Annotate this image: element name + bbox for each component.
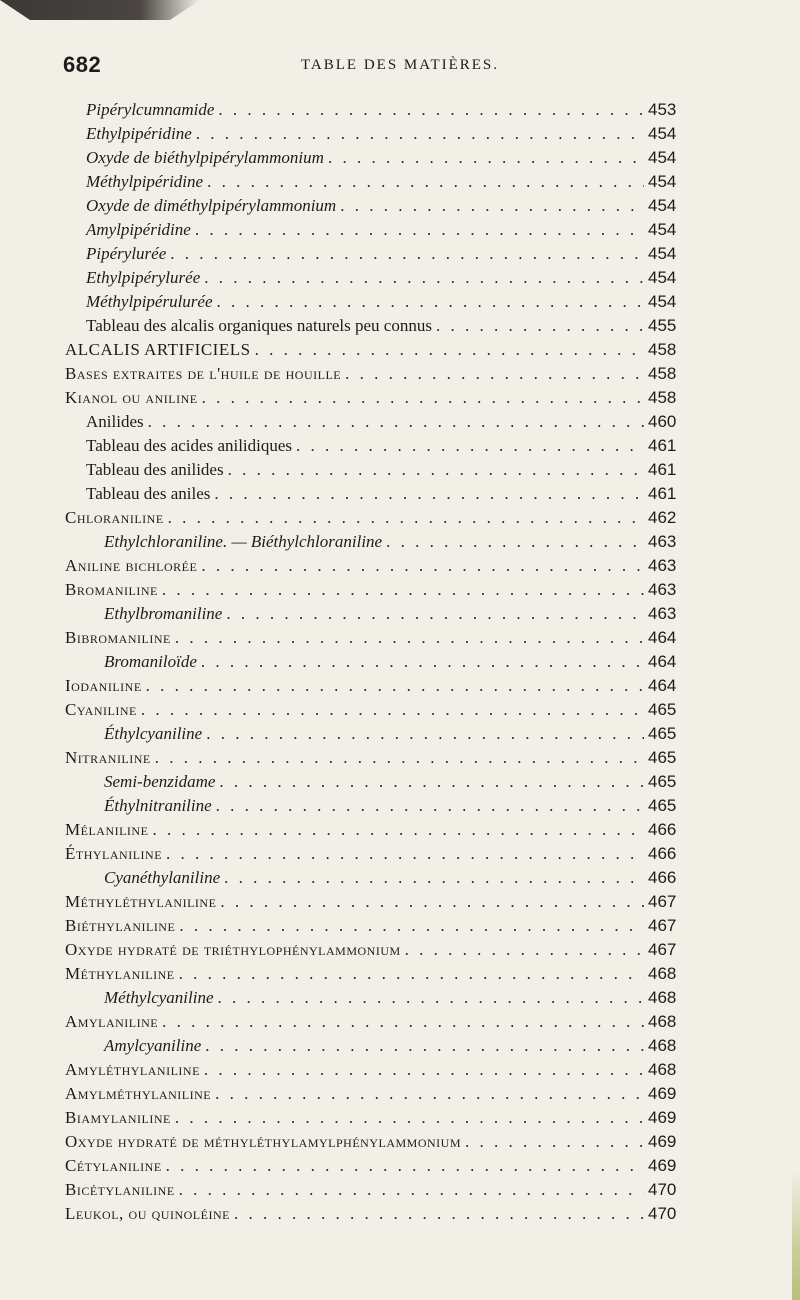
- running-title: TABLE DES MATIÈRES.: [300, 57, 500, 73]
- dot-leader: [201, 650, 644, 674]
- toc-entry-title: Aniline bichlorée: [65, 556, 198, 575]
- toc-entry-title: Bibromaniline: [65, 628, 171, 647]
- dot-leader: [217, 290, 644, 314]
- toc-entry-page: 463: [648, 604, 677, 623]
- toc-entry-page: 460: [648, 412, 677, 431]
- toc-entry-page: 469: [648, 1132, 677, 1151]
- toc-entry-title: Ethylpipéridine: [86, 124, 192, 143]
- toc-entry-page: 465: [648, 748, 677, 767]
- dot-leader: [234, 1202, 644, 1226]
- toc-entry: [0, 338, 800, 362]
- toc-entry-title: Ethylbromaniline: [104, 604, 223, 623]
- toc-entry: [0, 890, 800, 914]
- page-number: 682: [63, 52, 102, 77]
- dot-leader: [405, 938, 644, 962]
- toc-entry-title: Tableau des alcalis organiques naturels peu connus: [86, 316, 432, 335]
- toc-entry-title: Tableau des aniles: [86, 484, 211, 503]
- toc-entry: [0, 818, 800, 842]
- toc-entry-page: 454: [648, 196, 677, 215]
- toc-entry-title: Oxyde hydraté de triéthylophénylammonium: [65, 940, 401, 959]
- toc-entry-title: Kianol ou aniline: [65, 388, 198, 407]
- dot-leader: [214, 482, 644, 506]
- toc-entry-page: 462: [648, 508, 677, 527]
- toc-entry: [0, 986, 800, 1010]
- dot-leader: [215, 1082, 644, 1106]
- dot-leader: [152, 818, 644, 842]
- toc-entry-title: Bases extraites de l'huile de houille: [65, 364, 342, 383]
- page-header: [0, 52, 800, 82]
- toc-entry-title: Bromaniline: [65, 580, 158, 599]
- toc-entry-title: Amylcyaniline: [104, 1036, 202, 1055]
- dot-leader: [168, 506, 644, 530]
- toc-entry: [0, 578, 800, 602]
- dot-leader: [179, 962, 644, 986]
- toc-entry-page: 465: [648, 700, 677, 719]
- dot-leader: [170, 242, 644, 266]
- dot-leader: [386, 530, 644, 554]
- toc-entry: [0, 362, 800, 386]
- toc-entry-title: Nitraniline: [65, 748, 151, 767]
- dot-leader: [345, 362, 644, 386]
- toc-entry-page: 469: [648, 1156, 677, 1175]
- toc-entry: [0, 842, 800, 866]
- toc-entry: [0, 1034, 800, 1058]
- toc-entry-title: Cyanéthylaniline: [104, 868, 221, 887]
- toc-entry-title: Pipérylcumnamide: [86, 100, 215, 119]
- dot-leader: [255, 338, 644, 362]
- toc-entry-title: Cétylaniline: [65, 1156, 162, 1175]
- toc-entry-page: 465: [648, 772, 677, 791]
- dot-leader: [175, 626, 644, 650]
- dot-leader: [204, 1058, 644, 1082]
- dot-leader: [148, 410, 644, 434]
- dot-leader: [218, 98, 644, 122]
- dot-leader: [166, 1154, 644, 1178]
- toc-entry-page: 466: [648, 844, 677, 863]
- toc-entry: [0, 746, 800, 770]
- toc-entry-page: 454: [648, 220, 677, 239]
- dot-leader: [436, 314, 644, 338]
- toc-entry-page: 454: [648, 148, 677, 167]
- dot-leader: [340, 194, 644, 218]
- toc-entry-page: 461: [648, 460, 677, 479]
- toc-entry: [0, 602, 800, 626]
- toc-entry: [0, 1058, 800, 1082]
- dot-leader: [202, 386, 644, 410]
- toc-entry-title: Anilides: [86, 412, 144, 431]
- toc-entry-title: Éthylnitraniline: [104, 796, 212, 815]
- toc-entry-page: 458: [648, 388, 677, 407]
- toc-entry: [0, 1106, 800, 1130]
- dot-leader: [218, 986, 644, 1010]
- toc-entry-title: Biamylaniline: [65, 1108, 171, 1127]
- dot-leader: [220, 890, 644, 914]
- toc-entry: [0, 146, 800, 170]
- toc-entry-page: 455: [648, 316, 677, 335]
- dot-leader: [196, 122, 644, 146]
- toc-entry-title: Tableau des anilides: [86, 460, 224, 479]
- toc-entry-page: 463: [648, 556, 677, 575]
- toc-entry-title: Méthylpipérulurée: [86, 292, 213, 311]
- toc-entry-page: 461: [648, 484, 677, 503]
- dot-leader: [179, 1178, 644, 1202]
- dot-leader: [224, 866, 644, 890]
- dot-leader: [155, 746, 644, 770]
- toc-entry: [0, 170, 800, 194]
- toc-entry: [0, 242, 800, 266]
- toc-entry: [0, 866, 800, 890]
- toc-entry-page: 453: [648, 100, 677, 119]
- toc-entry-page: 465: [648, 724, 677, 743]
- toc-entry-page: 467: [648, 916, 677, 935]
- toc-entry: [0, 1202, 800, 1226]
- dot-leader: [201, 554, 644, 578]
- toc-entry-page: 466: [648, 868, 677, 887]
- dot-leader: [141, 698, 644, 722]
- toc-entry-title: Méthylaniline: [65, 964, 175, 983]
- toc-entry: [0, 482, 800, 506]
- dot-leader: [296, 434, 644, 458]
- toc-entry-title: Amylpipéridine: [86, 220, 191, 239]
- toc-entry-title: Biéthylaniline: [65, 916, 176, 935]
- dot-leader: [465, 1130, 644, 1154]
- toc-entry-page: 469: [648, 1084, 677, 1103]
- toc-entry-title: Ethylpipérylurée: [86, 268, 201, 287]
- toc-entry-page: 468: [648, 1036, 677, 1055]
- toc-entry: [0, 98, 800, 122]
- toc-entry: [0, 122, 800, 146]
- toc-entry: [0, 1154, 800, 1178]
- page-corner-shadow: [0, 0, 200, 20]
- toc-entry-page: 468: [648, 988, 677, 1007]
- toc-entry-page: 454: [648, 124, 677, 143]
- dot-leader: [207, 170, 644, 194]
- toc-entry: [0, 770, 800, 794]
- toc-entry-title: Cyaniline: [65, 700, 137, 719]
- toc-entry-title: Éthylaniline: [65, 844, 163, 863]
- toc-entry-page: 458: [648, 340, 677, 359]
- dot-leader: [226, 602, 644, 626]
- toc-entry: [0, 1010, 800, 1034]
- toc-entry-page: 468: [648, 1060, 677, 1079]
- toc-entry-page: 454: [648, 268, 677, 287]
- toc-entry: [0, 194, 800, 218]
- toc-entry-title: Amylméthylaniline: [65, 1084, 212, 1103]
- dot-leader: [219, 770, 644, 794]
- toc-entry-page: 454: [648, 172, 677, 191]
- toc-entry: [0, 530, 800, 554]
- toc-entry: [0, 794, 800, 818]
- toc-entry: [0, 1178, 800, 1202]
- toc-entry-title: Méthylcyaniline: [104, 988, 214, 1007]
- toc-entry-title: Amyléthylaniline: [65, 1060, 200, 1079]
- dot-leader: [166, 842, 644, 866]
- toc-entry-page: 470: [648, 1180, 677, 1199]
- toc-entry: [0, 386, 800, 410]
- toc-entry: [0, 290, 800, 314]
- dot-leader: [228, 458, 644, 482]
- toc-entry-title: Éthylcyaniline: [104, 724, 203, 743]
- toc-entry-page: 461: [648, 436, 677, 455]
- toc-entry-page: 468: [648, 964, 677, 983]
- toc-entry-title: Méthyléthylaniline: [65, 892, 217, 911]
- toc-entry-page: 463: [648, 580, 677, 599]
- dot-leader: [179, 914, 644, 938]
- dot-leader: [205, 1034, 644, 1058]
- toc-entry: [0, 962, 800, 986]
- toc-entry-page: 465: [648, 796, 677, 815]
- toc-entry-title: Oxyde hydraté de méthyléthylamylphénylammonium: [65, 1132, 461, 1151]
- toc-entry: [0, 458, 800, 482]
- toc-entry-title: Semi-benzidame: [104, 772, 216, 791]
- toc-entry: [0, 218, 800, 242]
- toc-entry-title: Pipérylurée: [86, 244, 167, 263]
- toc-entry-page: 468: [648, 1012, 677, 1031]
- toc-entry: [0, 722, 800, 746]
- toc-entry-page: 454: [648, 244, 677, 263]
- toc-entry-page: 469: [648, 1108, 677, 1127]
- toc-entry: [0, 674, 800, 698]
- toc-entry-title: Bromaniloïde: [104, 652, 197, 671]
- dot-leader: [216, 794, 644, 818]
- toc-entry-page: 470: [648, 1204, 677, 1223]
- toc-entry-title: Oxyde de biéthylpipérylammonium: [86, 148, 324, 167]
- toc-entry-page: 463: [648, 532, 677, 551]
- toc-entry: [0, 1082, 800, 1106]
- toc-entry-title: ALCALIS ARTIFICIELS: [65, 340, 251, 359]
- dot-leader: [328, 146, 644, 170]
- dot-leader: [146, 674, 644, 698]
- toc-entry-page: 458: [648, 364, 677, 383]
- toc-entry-page: 467: [648, 940, 677, 959]
- toc-entry: [0, 434, 800, 458]
- toc-entry: [0, 554, 800, 578]
- toc-entry-page: 466: [648, 820, 677, 839]
- toc-entry-title: Ethylchloraniline. — Biéthylchloraniline: [104, 532, 383, 551]
- dot-leader: [175, 1106, 644, 1130]
- toc-entry-title: Amylaniline: [65, 1012, 159, 1031]
- dot-leader: [206, 722, 644, 746]
- toc-entry-title: Oxyde de diméthylpipérylammonium: [86, 196, 337, 215]
- toc-entry-title: Leukol, ou quinoléine: [65, 1204, 230, 1223]
- toc-entry: [0, 914, 800, 938]
- toc-entry: [0, 314, 800, 338]
- toc-entry: [0, 626, 800, 650]
- toc-entry: [0, 1130, 800, 1154]
- dot-leader: [195, 218, 644, 242]
- toc-entry: [0, 410, 800, 434]
- toc-entry-title: Iodaniline: [65, 676, 142, 695]
- toc-entry: [0, 938, 800, 962]
- toc-entry-title: Tableau des acides anilidiques: [86, 436, 293, 455]
- toc-entry-title: Mélaniline: [65, 820, 149, 839]
- toc-entry-title: Chloraniline: [65, 508, 164, 527]
- toc-entry-page: 464: [648, 676, 677, 695]
- toc-entry: [0, 698, 800, 722]
- toc-entry-page: 454: [648, 292, 677, 311]
- toc-entry-page: 467: [648, 892, 677, 911]
- toc-entry: [0, 266, 800, 290]
- toc-entry-title: Bicétylaniline: [65, 1180, 175, 1199]
- toc-entry-page: 464: [648, 652, 677, 671]
- dot-leader: [204, 266, 644, 290]
- toc-entry: [0, 506, 800, 530]
- dot-leader: [162, 578, 644, 602]
- dot-leader: [162, 1010, 644, 1034]
- toc-entry-title: Méthylpipéridine: [86, 172, 204, 191]
- page-edge-stain: [792, 1170, 800, 1300]
- toc-entry-page: 464: [648, 628, 677, 647]
- toc-entry: [0, 650, 800, 674]
